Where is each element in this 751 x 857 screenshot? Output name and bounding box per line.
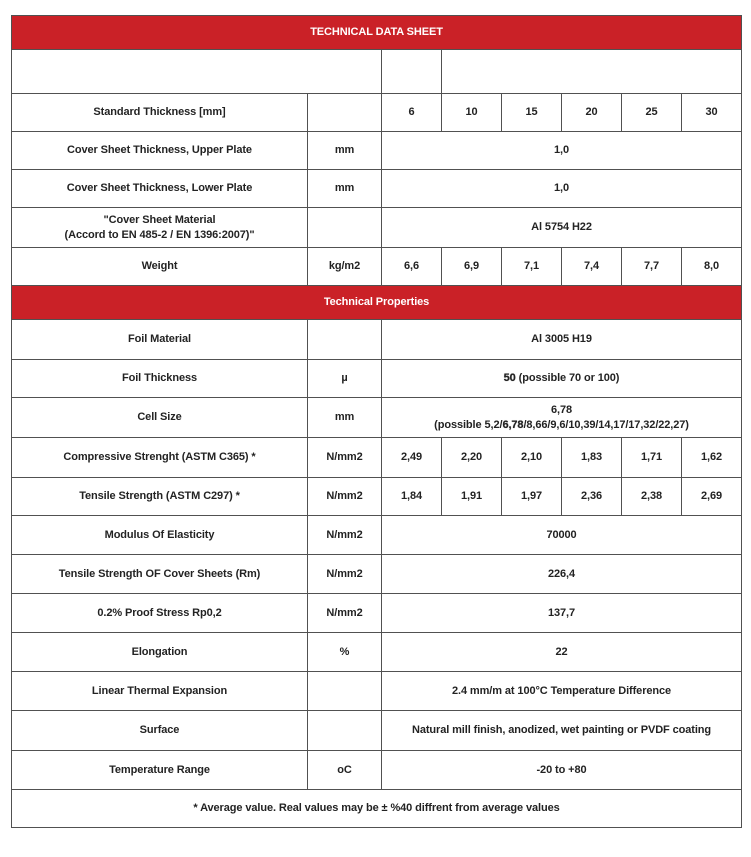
- blank-cell: [442, 50, 742, 94]
- value-pre: (possible 5,2/: [434, 418, 503, 431]
- label-cell: Tensile Strength (ASTM C297) *: [12, 478, 308, 516]
- row-temperature-range: [12, 751, 742, 790]
- section-banner-row: [12, 286, 742, 320]
- unit-cell: [308, 320, 382, 360]
- value-cell: 2,36: [562, 478, 622, 516]
- value-cell: Natural mill finish, anodized, wet painting or PVDF coating: [382, 711, 742, 751]
- row-cover-upper: [12, 132, 742, 170]
- label-cell: Weight: [12, 248, 308, 286]
- value-cell: 2,69: [682, 478, 742, 516]
- value-cell: 6: [382, 94, 442, 132]
- unit-cell: %: [308, 633, 382, 672]
- unit-cell: N/mm2: [308, 594, 382, 633]
- blank-cell: [12, 50, 382, 94]
- value-cell: 7,1: [502, 248, 562, 286]
- label-line: (Accord to EN 485-2 / EN 1396:2007)": [64, 228, 255, 241]
- value-bold: 6,78: [502, 418, 524, 431]
- value-cell: 7,4: [562, 248, 622, 286]
- row-thermal-expansion: [12, 672, 742, 711]
- unit-cell: mm: [308, 170, 382, 208]
- value-cell: 1,91: [442, 478, 502, 516]
- unit-cell: mm: [308, 132, 382, 170]
- row-tensile-cover: [12, 555, 742, 594]
- row-standard-thickness: [12, 94, 742, 132]
- value-line: 6,78: [551, 403, 573, 416]
- label-cell: Temperature Range: [12, 751, 308, 790]
- value-cell: [382, 360, 742, 398]
- value-cell: 20: [562, 94, 622, 132]
- value-cell: 2,20: [442, 438, 502, 478]
- value-cell: [382, 398, 742, 438]
- value-cell: 10: [442, 94, 502, 132]
- label-cell: Standard Thickness [mm]: [12, 94, 308, 132]
- title-banner-row: [12, 16, 742, 50]
- value-cell: 22: [382, 633, 742, 672]
- label-cell: Surface: [12, 711, 308, 751]
- label-cell: Modulus Of Elasticity: [12, 516, 308, 555]
- value-cell: 70000: [382, 516, 742, 555]
- row-proof-stress: [12, 594, 742, 633]
- value-cell: 2.4 mm/m at 100°C Temperature Difference: [382, 672, 742, 711]
- value-cell: 1,71: [622, 438, 682, 478]
- technical-data-sheet: [11, 15, 741, 828]
- value-cell: 25: [622, 94, 682, 132]
- label-cell: Elongation: [12, 633, 308, 672]
- value-cell: 1,84: [382, 478, 442, 516]
- unit-cell: mm: [308, 398, 382, 438]
- section-banner: Technical Properties: [12, 286, 742, 320]
- datasheet-table: [11, 15, 742, 828]
- value-cell: 2,38: [622, 478, 682, 516]
- row-modulus: [12, 516, 742, 555]
- unit-cell: [308, 672, 382, 711]
- value-cell: 15: [502, 94, 562, 132]
- unit-cell: N/mm2: [308, 478, 382, 516]
- value-cell: 1,62: [682, 438, 742, 478]
- row-elongation: [12, 633, 742, 672]
- value-cell: 2,10: [502, 438, 562, 478]
- row-surface: [12, 711, 742, 751]
- value-cell: 226,4: [382, 555, 742, 594]
- value-cell: 1,83: [562, 438, 622, 478]
- label-cell: 0.2% Proof Stress Rp0,2: [12, 594, 308, 633]
- title-banner: TECHNICAL DATA SHEET: [12, 16, 742, 50]
- footnote-row: [12, 790, 742, 828]
- label-cell: Cover Sheet Thickness, Upper Plate: [12, 132, 308, 170]
- unit-cell: oC: [308, 751, 382, 790]
- value-line: [386, 418, 737, 433]
- value-post: /8,66/9,6/10,39/14,17/17,32/22,27): [523, 418, 689, 431]
- value-cell: 30: [682, 94, 742, 132]
- value-cell: 6,6: [382, 248, 442, 286]
- label-cell: Foil Thickness: [12, 360, 308, 398]
- label-cell: Cover Sheet Thickness, Lower Plate: [12, 170, 308, 208]
- label-cell: Linear Thermal Expansion: [12, 672, 308, 711]
- label-cell: Foil Material: [12, 320, 308, 360]
- row-cover-lower: [12, 170, 742, 208]
- value-cell: 1,0: [382, 170, 742, 208]
- label-cell: [12, 208, 308, 248]
- value-cell: Al 3005 H19: [382, 320, 742, 360]
- row-tensile: [12, 478, 742, 516]
- unit-cell: N/mm2: [308, 555, 382, 594]
- row-foil-thickness: [12, 360, 742, 398]
- row-compressive: [12, 438, 742, 478]
- row-cover-material: [12, 208, 742, 248]
- unit-cell: N/mm2: [308, 516, 382, 555]
- unit-cell: N/mm2: [308, 438, 382, 478]
- blank-cell: [382, 50, 442, 94]
- label-cell: Cell Size: [12, 398, 308, 438]
- unit-cell: µ: [308, 360, 382, 398]
- unit-cell: [308, 94, 382, 132]
- unit-cell: kg/m2: [308, 248, 382, 286]
- value-cell: 6,9: [442, 248, 502, 286]
- unit-cell: [308, 208, 382, 248]
- value-bold: 50: [503, 372, 516, 385]
- label-cell: Compressive Strenght (ASTM C365) *: [12, 438, 308, 478]
- value-cell: -20 to +80: [382, 751, 742, 790]
- label-cell: Tensile Strength OF Cover Sheets (Rm): [12, 555, 308, 594]
- value-cell: 137,7: [382, 594, 742, 633]
- row-foil-material: [12, 320, 742, 360]
- row-weight: [12, 248, 742, 286]
- value-cell: 8,0: [682, 248, 742, 286]
- value-cell: 7,7: [622, 248, 682, 286]
- value-cell: 1,97: [502, 478, 562, 516]
- value-cell: 1,0: [382, 132, 742, 170]
- value-cell: Al 5754 H22: [382, 208, 742, 248]
- unit-cell: [308, 711, 382, 751]
- blank-row: [12, 50, 742, 94]
- row-cell-size: [12, 398, 742, 438]
- footnote-text: * Average value. Real values may be ± %40 diffrent from average values: [12, 790, 742, 828]
- value-cell: 2,49: [382, 438, 442, 478]
- value-rest: (possible 70 or 100): [515, 372, 620, 385]
- label-line: "Cover Sheet Material: [103, 213, 216, 226]
